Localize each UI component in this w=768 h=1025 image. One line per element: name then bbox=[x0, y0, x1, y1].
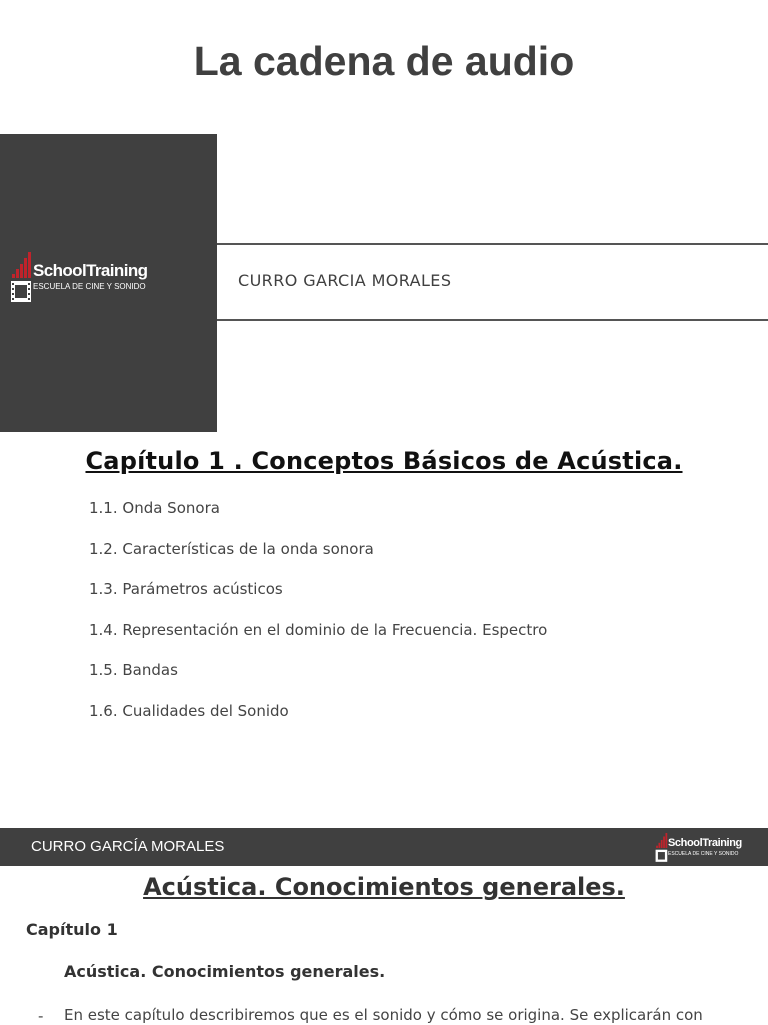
page-footer-bar bbox=[0, 828, 768, 866]
table-of-contents bbox=[89, 497, 547, 741]
toc-item: 1.3. Parámetros acústicos bbox=[89, 580, 283, 599]
body-paragraph: En este capítulo describiremos que es el sonido y cómo se origina. Se explicarán con bbox=[64, 1006, 703, 1024]
footer-author: CURRO GARCÍA MORALES bbox=[31, 838, 225, 855]
chapter-heading: Capítulo 1 . Conceptos Básicos de Acústica. bbox=[85, 447, 683, 475]
bullet-dash: - bbox=[38, 1007, 44, 1025]
toc-item: 1.5. Bandas bbox=[89, 661, 178, 680]
footer-logo-tagline: ESCUELA DE CINE Y SONIDO bbox=[668, 851, 739, 857]
document-title: La cadena de audio bbox=[193, 38, 575, 84]
chapter-label: Capítulo 1 bbox=[26, 920, 118, 939]
sub-heading: Acústica. Conocimientos generales. bbox=[64, 962, 386, 981]
equalizer-bars-film-logo-icon bbox=[655, 833, 669, 863]
school-training-logo bbox=[10, 252, 160, 306]
toc-item: 1.2. Características de la onda sonora bbox=[89, 539, 374, 558]
logo-brand-name: SchoolTraining bbox=[33, 261, 148, 280]
section-heading: Acústica. Conocimientos generales. bbox=[143, 873, 625, 901]
toc-item: 1.6. Cualidades del Sonido bbox=[89, 701, 289, 720]
footer-logo-brand-name: SchoolTraining bbox=[668, 837, 742, 849]
equalizer-bars-film-logo-icon bbox=[10, 252, 34, 304]
toc-item: 1.4. Representación en el dominio de la Frecuencia. Espectro bbox=[89, 620, 548, 639]
author-rule-top bbox=[217, 243, 768, 245]
toc-item: 1.1. Onda Sonora bbox=[89, 499, 220, 517]
author-rule-bottom bbox=[217, 319, 768, 321]
logo-tagline: ESCUELA DE CINE Y SONIDO bbox=[33, 282, 146, 291]
cover-author: CURRO GARCIA MORALES bbox=[238, 271, 452, 290]
footer-logo bbox=[655, 833, 755, 863]
